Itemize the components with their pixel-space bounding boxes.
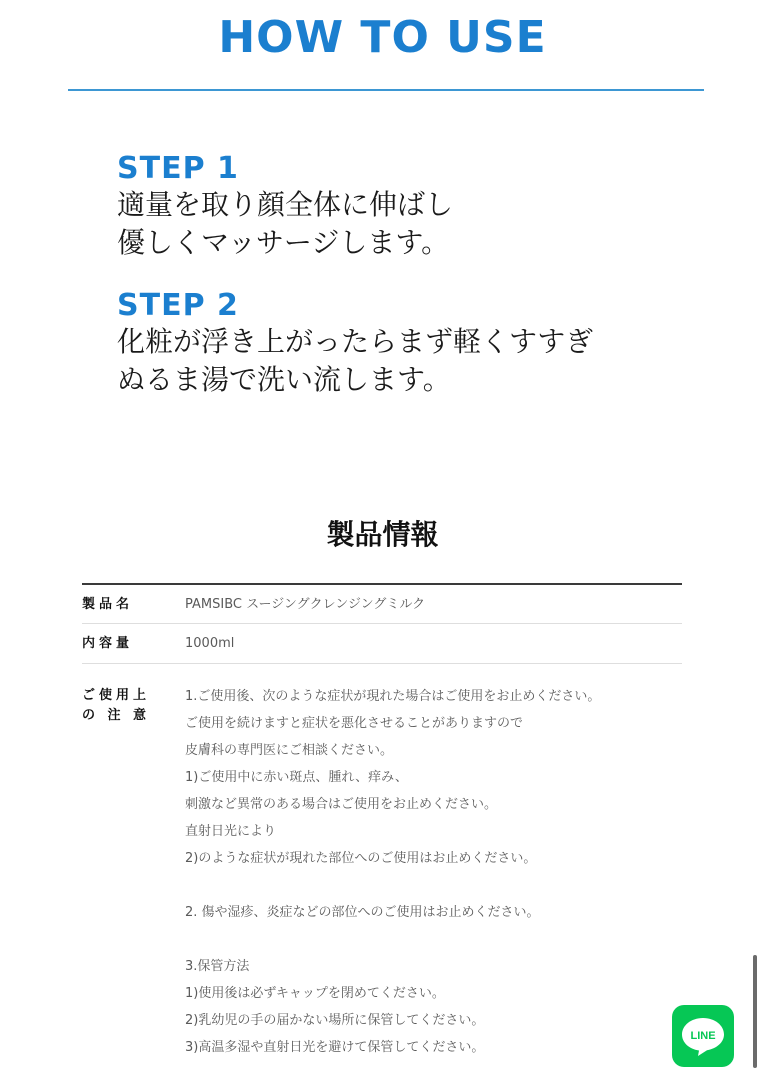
caution-line: 1)ご使用中に赤い斑点、腫れ、痒み、 [185, 770, 408, 785]
line-chat-icon [680, 1015, 726, 1057]
step-2-text-line-1: 化粧が浮き上がったらまず軽くすすぎ [117, 325, 594, 358]
product-info-title: 製品情報 [326, 518, 439, 551]
step-1-label: STEP 1 [117, 151, 239, 186]
line-chat-button[interactable] [672, 1005, 734, 1067]
how-to-use-title: HOW TO USE [218, 12, 547, 63]
caution-line [185, 926, 682, 953]
caution-line: 3)高温多湿や直射日光を避けて保管してください。 [185, 1040, 485, 1055]
caution-line: 皮膚科の専門医にご相談ください。 [185, 743, 394, 758]
caution-line: 2)乳幼児の手の届かない場所に保管してください。 [185, 1013, 485, 1028]
caution-line: 刺激など異常のある場合はご使用をお止めください。 [185, 797, 498, 812]
caution-line: 1)使用後は必ずキャップを閉めてください。 [185, 986, 445, 1001]
scrollbar[interactable] [753, 955, 757, 1068]
volume-label: 内容量 [82, 636, 134, 651]
volume-value: 1000ml [185, 636, 235, 651]
caution-line: 2. 傷や湿疹、炎症などの部位へのご使用はお止めください。 [185, 905, 540, 920]
caution-line: 3.保管方法 [185, 959, 250, 974]
caution-line: 2)のような症状が現れた部位へのご使用はお止めください。 [185, 851, 537, 866]
table-row-product-name [82, 585, 682, 624]
title-divider [68, 89, 704, 91]
caution-line [185, 872, 682, 899]
product-name-value: PAMSIBC スージングクレンジングミルク [185, 597, 426, 612]
step-1-text-line-1: 適量を取り顔全体に伸ばし [117, 188, 454, 221]
caution-label: ご使用上 の 注 意 [82, 688, 151, 723]
product-info-table [82, 583, 682, 1061]
caution-text [185, 664, 682, 1061]
caution-line: 直射日光により [185, 824, 277, 839]
step-2-block [117, 289, 593, 399]
product-name-label: 製品名 [82, 597, 134, 612]
step-1-text-line-2: 優しくマッサージします。 [117, 226, 450, 259]
caution-line: 1.ご使用後、次のような症状が現れた場合はご使用をお止めください。 [185, 689, 601, 704]
caution-line: ご使用を続けますと症状を悪化させることがありますので [185, 716, 524, 731]
table-row-caution [82, 664, 682, 1061]
line-button-label: LINE [690, 1030, 716, 1042]
step-2-label: STEP 2 [117, 288, 239, 323]
step-2-text-line-2: ぬるま湯で洗い流します。 [117, 363, 451, 396]
step-1-block [117, 152, 453, 262]
table-row-volume [82, 624, 682, 664]
